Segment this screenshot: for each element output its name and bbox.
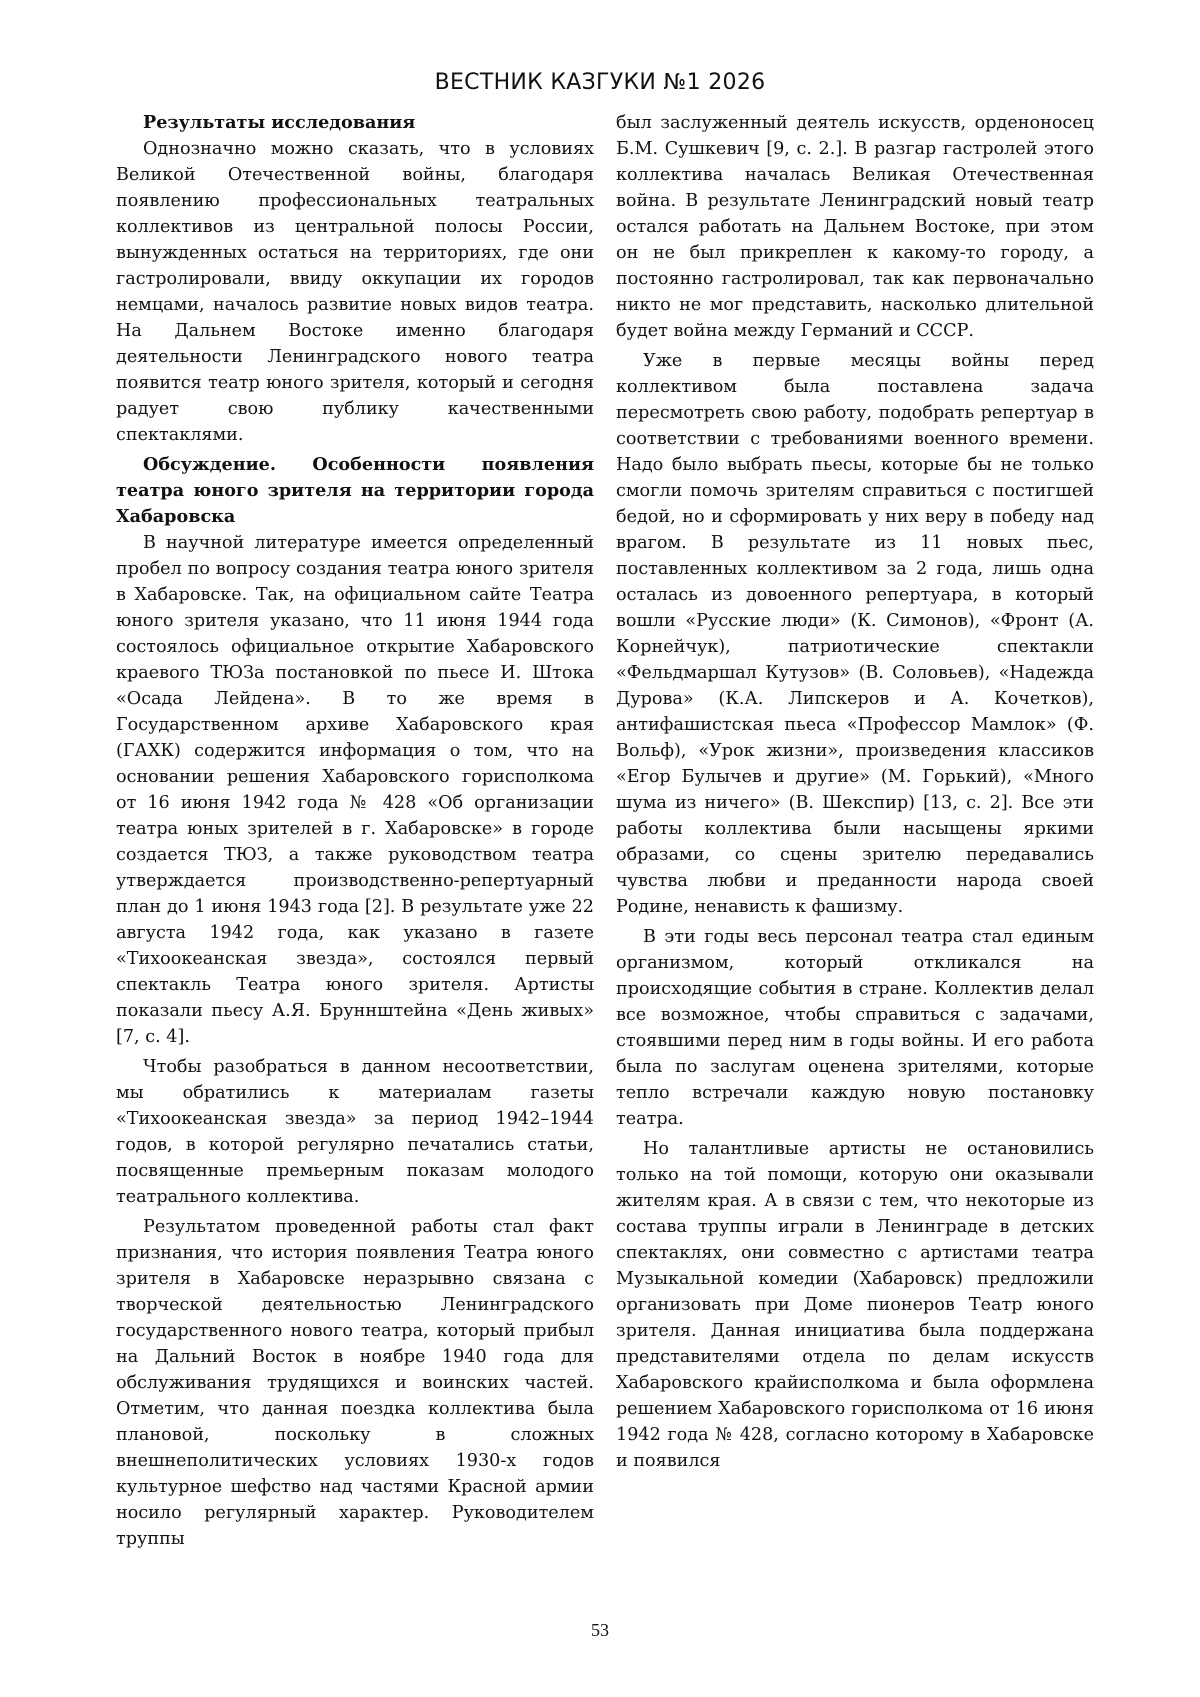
discussion-heading: Обсуждение. Особенности появления театра юного зрителя на территории города Хабаровска: [116, 454, 594, 527]
right-column: [616, 110, 1094, 1580]
paragraph: Уже в первые месяцы войны перед коллективом была поставлена задача пересмотреть свою работу, подобрать репертуар в соответствии с требованиями военного времени. Надо было выбрать пьесы, которые бы не только смогли помочь зрителям справиться с постигшей бедой, но и сформировать у них веру в победу над врагом. В результате из 11 новых пьес, поставленных коллективом за 2 года, лишь одна осталась из довоенного репертуара, в который вошли «Русские люди» (К. Симонов), «Фронт (А. Корнейчук), патриотические спектакли «Фельдмаршал Кутузов» (В. Соловьев), «Надежда Дурова» (К.А. Липскеров и А. Кочетков), антифашистская пьеса «Профессор Мамлок» (Ф. Вольф), «Урок жизни», произведения классиков «Егор Булычев и другие» (М. Горький), «Много шума из ничего» (В. Шекспир) [13, с. 2]. Все эти работы коллектива были насыщены яркими образами, со сцены зрителю передавались чувства любви и преданности народа своей Родине, ненависть к фашизму.: [616, 351, 1094, 917]
paragraph-continued: был заслуженный деятель искусств, орденоносец Б.М. Сушкевич [9, с. 2.]. В разгар гастролей этого коллектива началась Великая Отечественная война. В результате Ленинградский новый театр остался работать на Дальнем Востоке, при этом он не был прикреплен к какому-то городу, а постоянно гастролировал, так как первоначально никто не мог представить, насколько длительной будет война между Германий и СССР.: [616, 113, 1094, 341]
article-body: [116, 110, 1094, 1580]
journal-header: ВЕСТНИК КАЗГУКИ №1 2026: [434, 70, 766, 95]
paragraph: Результатом проведенной работы стал факт признания, что история появления Театра юного зрителя в Хабаровске неразрывно связана с творческой деятельностью Ленинградского государственного нового театра, который прибыл на Дальний Восток в ноябре 1940 года для обслуживания трудящихся и воинских частей. Отметим, что данная поездка коллектива была плановой, поскольку в сложных внешнеполитических условиях 1930-х годов культурное шефство над частями Красной армии носило регулярный характер. Руководителем труппы: [116, 1217, 594, 1549]
paragraph: Но талантливые артисты не остановились только на той помощи, которую они оказывали жителям края. А в связи с тем, что некоторые из состава труппы играли в Ленинграде в детских спектаклях, они совместно с артистами театра Музыкальной комедии (Хабаровск) предложили организовать при Доме пионеров Театр юного зрителя. Данная инициатива была поддержана представителями отдела по делам искусств Хабаровского крайисполкома и была оформлена решением Хабаровского горисполкома от 16 июня 1942 года № 428, согласно которому в Хабаровске и появился: [616, 1139, 1094, 1471]
paragraph: Чтобы разобраться в данном несоответствии, мы обратились к материалам газеты «Тихоокеанская звезда» за период 1942–1944 годов, в которой регулярно печатались статьи, посвященные премьерным показам молодого театрального коллектива.: [116, 1057, 594, 1207]
page-number: 53: [591, 1620, 609, 1640]
left-column: [116, 110, 594, 1580]
paragraph: В эти годы весь персонал театра стал единым организмом, который откликался на происходящие события в стране. Коллектив делал все возможное, чтобы справиться с задачами, стоявшими перед ним в годы войны. И его работа была по заслугам оценена зрителями, которые тепло встречали каждую новую постановку театра.: [616, 927, 1094, 1129]
paragraph: Однозначно можно сказать, что в условиях Великой Отечественной войны, благодаря появлению профессиональных театральных коллективов из центральной полосы России, вынужденных остаться на территориях, где они гастролировали, ввиду оккупации их городов немцами, началось развитие новых видов театра. На Дальнем Востоке именно благодаря деятельности Ленинградского нового театра появится театр юного зрителя, который и сегодня радует свою публику качественными спектаклями.: [116, 139, 594, 445]
results-heading: Результаты исследования: [143, 112, 416, 133]
paragraph: В научной литературе имеется определенный пробел по вопросу создания театра юного зрителя в Хабаровске. Так, на официальном сайте Театра юного зрителя указано, что 11 июня 1944 года состоялось официальное открытие Хабаровского краевого ТЮЗа постановкой по пьесе И. Штока «Осада Лейдена». В то же время в Государственном архиве Хабаровского края (ГАХК) содержится информация о том, что на основании решения Хабаровского горисполкома от 16 июня 1942 года № 428 «Об организации театра юных зрителей в г. Хабаровске» в городе создается ТЮЗ, а также руководством театра утверждается производственно-репертуарный план до 1 июня 1943 года [2]. В результате уже 22 августа 1942 года, как указано в газете «Тихоокеанская звезда», состоялся первый спектакль Театра юного зрителя. Артисты показали пьесу А.Я. Бруннштейна «День живых» [7, с. 4].: [116, 533, 594, 1047]
